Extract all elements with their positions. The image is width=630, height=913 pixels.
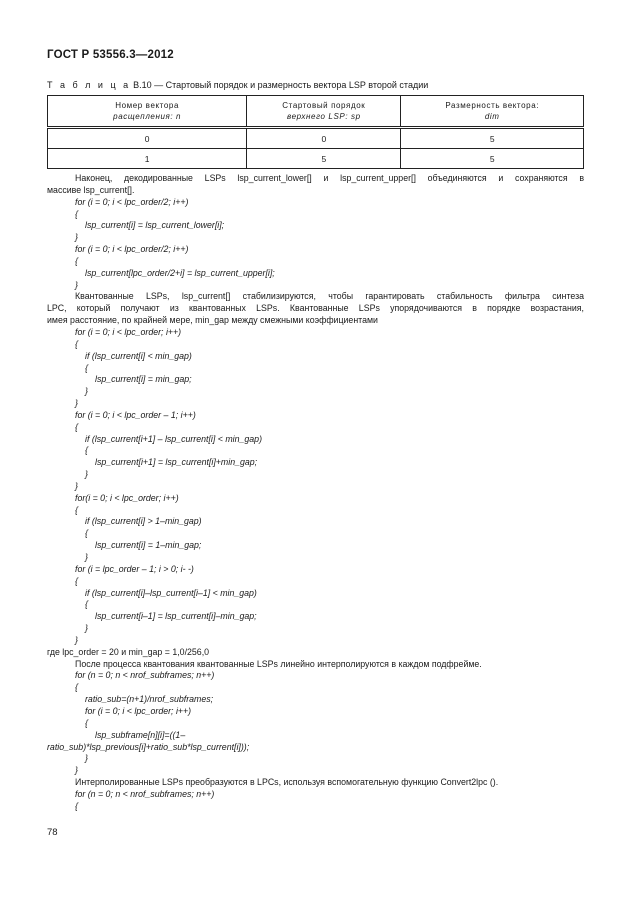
code-line: for (i = lpc_order – 1; i > 0; i- -) bbox=[75, 563, 194, 574]
table-row bbox=[48, 149, 584, 169]
table-caption-label: Т а б л и ц а bbox=[47, 80, 131, 90]
text-line: Интерполированные LSPs преобразуются в LPCs, используя вспомогательную функцию Convert2lpc (). bbox=[75, 777, 499, 788]
document-header: ГОСТ Р 53556.3—2012 bbox=[47, 49, 174, 61]
code-line: lsp_current[i] = min_gap; bbox=[95, 374, 192, 385]
code-line: } bbox=[75, 765, 78, 776]
text-line: имея расстояние, по крайней мере, min_gap между смежными коэффициентами bbox=[47, 315, 378, 326]
text-line: Наконец, декодированные LSPs lsp_current_lower[] и lsp_current_upper[] объединяются и сохраняются в bbox=[75, 173, 584, 183]
code-line: } bbox=[75, 480, 78, 491]
document-body bbox=[47, 173, 584, 813]
code-line: { bbox=[75, 800, 78, 811]
code-line: } bbox=[85, 552, 88, 562]
table-header-cell: Стартовый порядок верхнего LSP: sp bbox=[247, 96, 401, 128]
code-line: for(i = 0; i < lpc_order; i++) bbox=[75, 492, 179, 503]
table-cell: 5 bbox=[247, 149, 401, 169]
data-table bbox=[47, 95, 584, 169]
code-line: } bbox=[75, 232, 78, 243]
code-line: { bbox=[75, 338, 78, 349]
code-line: { bbox=[85, 717, 88, 728]
code-line: for (n = 0; n < nrof_subframes; n++) bbox=[75, 788, 215, 799]
code-line: { bbox=[85, 362, 88, 373]
text-line: массиве lsp_current[]. bbox=[47, 184, 135, 195]
text-line: где lpc_order = 20 и min_gap = 1,0/256,0 bbox=[47, 646, 210, 657]
code-line: if (lsp_current[i] < min_gap) bbox=[85, 350, 192, 361]
text-line: LPC, который получают из квантованных LSPs. Квантованные LSPs упорядочиваются в порядке возрастания, bbox=[47, 303, 584, 314]
code-line: for (i = 0; i < lpc_order – 1; i++) bbox=[75, 409, 196, 420]
code-line: for (i = 0; i < lpc_order; i++) bbox=[75, 326, 182, 337]
code-line: } bbox=[85, 469, 88, 480]
code-line: } bbox=[85, 623, 88, 634]
code-line: lsp_current[i] = lsp_current_lower[i]; bbox=[85, 220, 225, 231]
code-line: { bbox=[75, 504, 78, 515]
code-line: if (lsp_current[i+1] – lsp_current[i] < min_gap) bbox=[85, 433, 262, 444]
code-line: } bbox=[75, 634, 78, 645]
code-line: ratio_sub)*lsp_previous[i]+ratio_sub*lsp_current[i])); bbox=[47, 741, 250, 752]
code-line: lsp_current[lpc_order/2+i] = lsp_current_upper[i]; bbox=[85, 267, 275, 278]
code-line: { bbox=[75, 682, 78, 693]
table-cell: 5 bbox=[401, 149, 584, 169]
table-cell: 0 bbox=[247, 128, 401, 149]
table-header-cell: Размерность вектора: dim bbox=[401, 96, 584, 128]
code-line: { bbox=[75, 421, 78, 432]
code-line: for (n = 0; n < nrof_subframes; n++) bbox=[75, 670, 215, 681]
table-cell: 0 bbox=[48, 128, 247, 149]
code-line: if (lsp_current[i] > 1–min_gap) bbox=[85, 516, 202, 527]
table-caption bbox=[47, 80, 428, 90]
code-line: { bbox=[85, 599, 88, 610]
code-line: for (i = 0; i < lpc_order; i++) bbox=[85, 705, 192, 716]
code-line: lsp_current[i] = 1–min_gap; bbox=[95, 540, 202, 551]
code-line: if (lsp_current[i]–lsp_current[i–1] < min_gap) bbox=[85, 587, 257, 598]
text-line: Квантованные LSPs, lsp_current[] стабилизируются, чтобы гарантировать стабильность фильтра синтеза bbox=[75, 291, 584, 302]
code-line: ratio_sub=(n+1)/nrof_subframes; bbox=[85, 694, 214, 705]
page-number: 78 bbox=[47, 827, 58, 838]
code-line: } bbox=[75, 279, 78, 290]
code-line: { bbox=[75, 575, 78, 586]
code-line: { bbox=[75, 208, 78, 219]
table-header-row bbox=[48, 96, 584, 128]
table-cell: 5 bbox=[401, 128, 584, 149]
code-line: { bbox=[75, 255, 78, 266]
code-line: } bbox=[85, 386, 88, 397]
code-line: } bbox=[85, 753, 88, 764]
code-line: } bbox=[75, 398, 78, 409]
code-line: lsp_current[i+1] = lsp_current[i]+min_gap; bbox=[95, 457, 258, 468]
code-line: for (i = 0; i < lpc_order/2; i++) bbox=[75, 244, 189, 255]
table-header-cell: Номер вектора расщепления: n bbox=[48, 96, 247, 128]
table-row bbox=[48, 128, 584, 149]
code-line: { bbox=[85, 528, 88, 539]
code-line: for (i = 0; i < lpc_order/2; i++) bbox=[75, 196, 189, 207]
text-line: После процесса квантования квантованные LSPs линейно интерполируются в каждом подфрейме. bbox=[75, 658, 482, 669]
code-line: { bbox=[85, 445, 88, 456]
table-cell: 1 bbox=[48, 149, 247, 169]
code-line: lsp_subframe[n][i]=((1– bbox=[95, 729, 186, 740]
code-line: lsp_current[i–1] = lsp_current[i]–min_gap; bbox=[95, 611, 257, 622]
table-caption-text: В.10 — Стартовый порядок и размерность вектора LSP второй стадии bbox=[130, 80, 429, 90]
